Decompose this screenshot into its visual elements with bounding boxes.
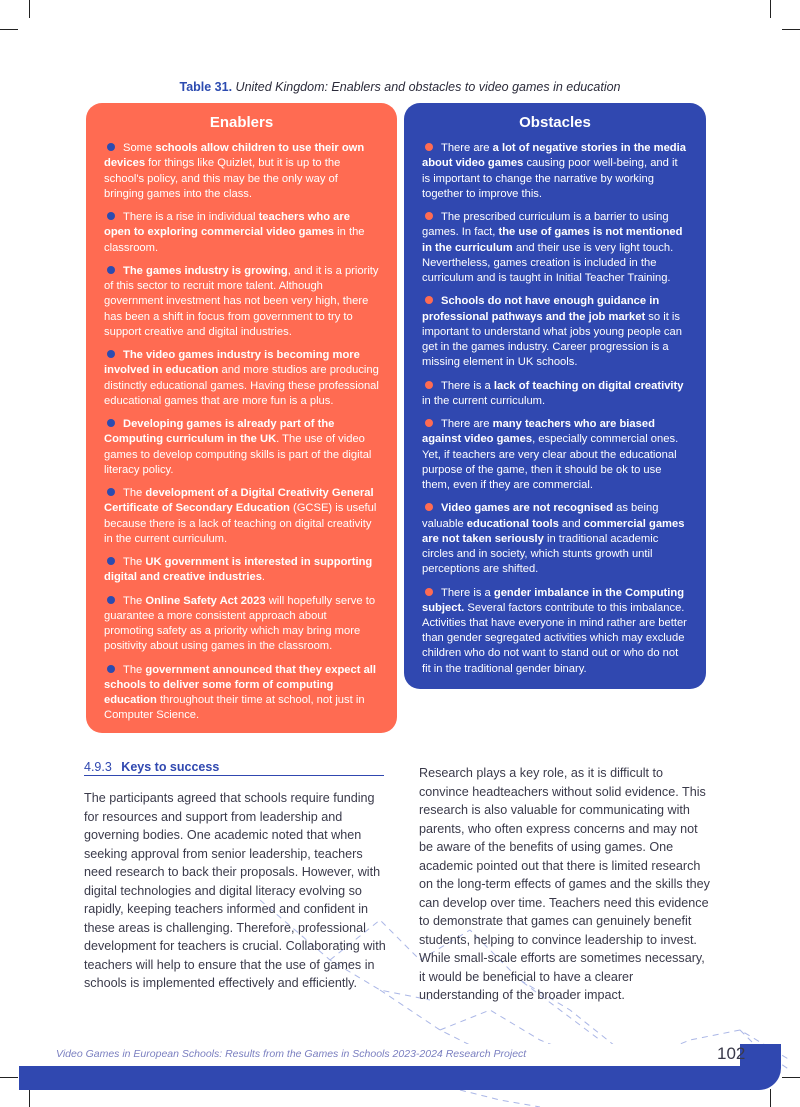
obstacle-item xyxy=(422,501,688,577)
item-emphasis: a lot of negative stories in the media about video games xyxy=(422,142,686,170)
enabler-item xyxy=(104,210,379,256)
item-text: There is a rise in individual xyxy=(123,211,259,224)
enablers-heading: Enablers xyxy=(209,114,274,131)
footer-text: Video Games in European Schools: Results from the Games in Schools 2023-2024 Research Project xyxy=(56,1048,527,1060)
caption-text: United Kingdom: Enablers and obstacles to video games in education xyxy=(235,80,621,94)
obstacle-item xyxy=(422,417,688,493)
obstacle-item xyxy=(422,210,688,286)
bullet-icon xyxy=(425,588,433,596)
item-text: and their use is very light touch. Nevertheless, games creation is included in the curriculum and is taught in Initial Teacher Training. xyxy=(422,241,674,285)
item-text: in traditional academic circles and in society, which stunts growth until perceptions are shifted. xyxy=(422,532,659,576)
bullet-icon xyxy=(107,266,115,274)
item-text: Several factors contribute to this imbalance. Activities that have everyone in mind rather are better than gender segregated activities which may exclude children who do not want to stand out or who do not fit in the traditional gender binary. xyxy=(422,601,687,675)
item-text: The xyxy=(123,663,146,676)
item-text: The xyxy=(123,594,146,607)
item-emphasis: Video games are not recognised xyxy=(441,502,614,515)
item-text: There is a xyxy=(441,379,494,392)
bullet-icon xyxy=(107,350,115,358)
item-text: throughout their time at school, not just in Computer Science. xyxy=(104,694,365,722)
bullet-icon xyxy=(107,212,115,220)
section-heading xyxy=(84,760,384,776)
enabler-item xyxy=(104,264,379,340)
item-emphasis: teachers who are open to exploring commercial video games xyxy=(104,211,350,239)
table-caption xyxy=(0,80,800,94)
bullet-icon xyxy=(107,557,115,565)
item-emphasis: UK government is interested in supporting digital and creative industries xyxy=(104,556,373,584)
obstacle-item xyxy=(422,141,688,202)
item-emphasis: commercial games are not taken seriously xyxy=(422,517,685,545)
bullet-icon xyxy=(425,143,433,151)
footer-bar xyxy=(19,1044,781,1090)
obstacle-item xyxy=(422,586,688,677)
body-paragraph-right: Research plays a key role, as it is difficult to convince headteachers without solid evidence. This research is also valuable for communicating with parents, who often express concerns and may not be aware of the benefits of using games. One academic pointed out that there is limited research on the long-term effects of games and the skills they can develop over time. Teachers need this evidence to demonstrate that games can genuinely benefit students, helping to convince leadership to invest. While small-scale efforts are sometimes necessary, it would be beneficial to have a clearer understanding of the broader impact. xyxy=(419,766,710,1002)
item-text: as being valuable xyxy=(422,502,659,530)
section-number: 4.9.3 xyxy=(84,760,112,774)
item-text: in the current curriculum. xyxy=(422,394,546,407)
bullet-icon xyxy=(425,296,433,304)
item-emphasis: Online Safety Act 2023 xyxy=(145,594,266,607)
item-text: causing poor well-being, and it is important to change the narrative by working together to improve this. xyxy=(422,157,678,200)
item-text: . The use of video games to develop computing skills is part of the digital literacy policy. xyxy=(104,433,372,476)
bullet-icon xyxy=(107,596,115,604)
enabler-item xyxy=(104,486,379,547)
item-text: , and it is a priority of this sector to recruit more talent. Although government investment has not been very high, there has been a shift in focus from government to try to support creative and digital industries. xyxy=(104,265,379,338)
bullet-icon xyxy=(107,143,115,151)
item-text: (GCSE) is useful because there is a lack of teaching on digital creativity in the current curriculum. xyxy=(104,502,377,545)
page-number: 102 xyxy=(717,1044,746,1063)
item-text: for things like Quizlet, but it is up to the school's policy, and this may be the only way of bringing games into the class. xyxy=(104,157,341,200)
obstacles-box xyxy=(404,103,706,689)
section-title: Keys to success xyxy=(121,760,220,774)
item-text: , especially commercial ones. Yet, if teachers are very clear about the educational purpose of the game, then it should be ok to use them, even if they are commercial. xyxy=(422,433,679,492)
bullet-icon xyxy=(107,665,115,673)
item-emphasis: Schools do not have enough guidance in professional pathways and the job market xyxy=(422,295,660,323)
item-text: The xyxy=(123,487,146,500)
enablers-list xyxy=(104,141,379,723)
item-text: The xyxy=(123,556,146,569)
obstacles-heading: Obstacles xyxy=(519,114,591,131)
enablers-box xyxy=(86,103,397,733)
obstacles-list xyxy=(422,141,688,677)
item-emphasis: The games industry is growing xyxy=(123,265,288,277)
item-emphasis: gender imbalance in the Computing subject. xyxy=(422,586,685,614)
item-text: There is a xyxy=(441,586,494,599)
item-emphasis: development of a Digital Creativity General Certificate of Secondary Education xyxy=(104,487,374,515)
bullet-icon xyxy=(107,488,115,496)
bullet-icon xyxy=(107,419,115,427)
item-text: in the classroom. xyxy=(104,226,365,254)
item-emphasis: The video games industry is becoming more involved in education xyxy=(104,349,360,377)
bullet-icon xyxy=(425,419,433,427)
item-text: so it is important to understand what jobs young people can get in the games industry. Career progression is a missing element in UK schools. xyxy=(422,310,682,369)
item-text: . xyxy=(261,571,266,584)
enabler-item xyxy=(104,594,379,655)
item-text: There are xyxy=(441,142,493,155)
enabler-item xyxy=(104,417,379,478)
item-emphasis: educational tools xyxy=(466,517,559,530)
enabler-item xyxy=(104,663,379,724)
item-text: and more studios are producing distinctly educational games. Having these professional educational games that are more fun is a plus. xyxy=(104,364,379,407)
obstacle-item xyxy=(422,294,688,370)
item-emphasis: government announced that they expect all schools to deliver some form of computing education xyxy=(104,663,377,707)
enabler-item xyxy=(104,141,379,202)
item-text: will hopefully serve to guarantee a more consistent approach about promoting safety as a priority which may bring more positivity about using games in the classroom. xyxy=(104,594,376,653)
caption-label: Table 31. xyxy=(179,80,233,94)
item-text: There are xyxy=(441,418,493,431)
bullet-icon xyxy=(425,381,433,389)
item-emphasis: many teachers who are biased against video games xyxy=(422,418,655,446)
item-text: Some xyxy=(123,142,156,155)
enabler-item xyxy=(104,348,379,409)
item-emphasis: Developing games is already part of the Computing curriculum in the UK xyxy=(104,418,335,446)
bullet-icon xyxy=(425,212,433,220)
bullet-icon xyxy=(425,503,433,511)
item-text: The prescribed curriculum is a barrier to using games. In fact, xyxy=(422,211,669,239)
item-emphasis: lack of teaching on digital creativity xyxy=(493,379,684,392)
item-emphasis: schools allow children to use their own devices xyxy=(104,142,365,170)
item-emphasis: the use of games is not mentioned in the curriculum xyxy=(422,226,683,254)
enabler-item xyxy=(104,555,379,585)
item-text: and xyxy=(558,517,584,530)
obstacle-item xyxy=(422,379,688,409)
body-paragraph-left: The participants agreed that schools require funding for resources and support from leadership and governing bodies. One academic noted that when seeking approval from senior leadership, teachers need research to back their proposals. However, with digital technologies and digital literacy evolving so rapidly, keeping teachers informed and confident in these areas is challenging. Therefore, professional development for teachers is crucial. Collaborating with teachers will help to ensure that the use of games in schools is implemented effectively and efficiently. xyxy=(84,791,386,990)
